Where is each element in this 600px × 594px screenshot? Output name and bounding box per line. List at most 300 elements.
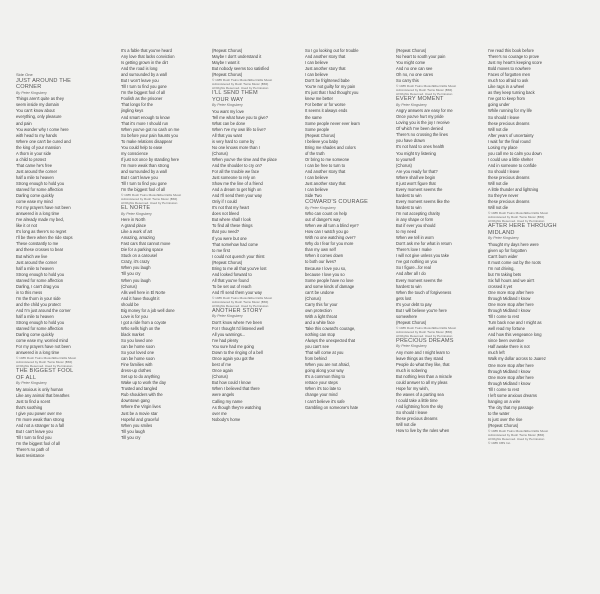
lyric-line: the same — [305, 114, 322, 120]
lyric-line: my conscience — [121, 150, 149, 156]
lyric-line: through Midland I know — [488, 368, 531, 374]
lyric-line: And the shoulder to cry on? — [212, 162, 263, 168]
lyric-line: When you laugh — [121, 265, 151, 271]
lyric-line: A little thunder and lightning — [488, 187, 539, 193]
copyright-notice: © 1985 Rush Twins Music/Elbert Ellis Music — [212, 78, 273, 83]
lyric-line: You wonder why I come here — [16, 126, 69, 132]
lyric-line: And another story that — [305, 54, 346, 60]
copyright-notice: © 1985 CBS Inc. — [488, 441, 512, 446]
lyric-line: Losing my place — [488, 144, 518, 150]
lyric-line: Till I come to rest — [488, 386, 520, 392]
lyric-line: Like any animal that breathes — [16, 392, 70, 398]
lyric-line: It's just that I had thought you — [305, 90, 359, 96]
lyric-line: hardest to win — [396, 283, 422, 289]
lyric-line: So I go looking out for trouble — [305, 48, 359, 53]
lyric-line: these precious dreams — [488, 199, 530, 205]
copyright-notice: All Rights Reserved. Used by Permission — [488, 219, 545, 224]
lyric-line: Like a work of art — [121, 229, 153, 235]
lyric-line: I've got to keep from — [488, 96, 525, 102]
lyric-line: (Repeat Chorus) — [305, 132, 336, 138]
side-label: Side One — [16, 72, 33, 77]
lyric-line: Maybe I don't understand it — [212, 54, 262, 60]
lyric-line: You can't know about — [16, 108, 55, 114]
lyric-line: I could take a little time — [396, 398, 438, 404]
lyric-line: Foolish as the prisoner — [121, 96, 163, 102]
copyright-notice: All Rights Reserved. Used by Permission — [396, 92, 453, 97]
lyric-line: you can't see — [305, 344, 329, 350]
lyric-line: knew me better — [305, 96, 333, 102]
lyric-column-3 — [212, 48, 300, 423]
lyric-line: since been overdue — [488, 338, 524, 344]
lyric-line: There's no crossing the lines — [396, 132, 448, 138]
lyric-line: half a mile to heaven — [16, 265, 54, 271]
lyric-line: But nothing less than a miracle — [396, 373, 452, 379]
lyric-line: That came he's free — [16, 162, 53, 168]
lyric-line: I'm the biggest fool of all — [16, 441, 61, 447]
lyric-line: and these crosses to bear — [16, 247, 64, 253]
lyric-line: Alls well here in El Norte — [121, 289, 166, 295]
lyric-line: You sure had me going — [212, 344, 254, 350]
lyric-line: should be — [121, 301, 139, 307]
lyric-line: come ease my mind — [16, 199, 53, 205]
lyric-line: Till I come to rest — [488, 314, 520, 320]
lyric-line: can be home soon — [121, 344, 155, 350]
lyric-line: All that you've found — [212, 277, 249, 283]
lyric-line: Rub shoulders with the — [121, 392, 163, 398]
lyric-line: like it or not — [16, 223, 37, 229]
lyric-line: Is just over the rise — [488, 416, 523, 422]
lyric-line: And I'll send them your way — [212, 289, 262, 295]
copyright-notice: All Rights Reserved. Used by Permission — [121, 201, 178, 206]
lyric-line: But nobody seems too satisfied — [212, 66, 269, 72]
lyric-line: When you've got no cash on me — [121, 126, 180, 132]
lyric-line: And another story that — [305, 168, 346, 174]
lyric-line: That longs for the — [121, 102, 153, 108]
copyright-notice: © 1985 Rush Twins Music/Elbert Ellis Music — [212, 296, 273, 300]
lyric-line: I will not give unless you take — [396, 253, 450, 259]
song-title: ANOTHER STORY — [212, 308, 263, 314]
lyric-line: well read my fortune — [488, 326, 525, 332]
lyric-line: When I've my own life to live? — [212, 126, 266, 132]
lyric-line: To make relations disappear — [121, 138, 173, 144]
lyric-line: (Repeat Chorus) — [212, 48, 243, 53]
song-title: PRECIOUS DREAMS — [396, 337, 454, 344]
lyric-line: Some people never ever learn — [305, 120, 360, 126]
lyric-line: given up for forgotten — [488, 247, 527, 253]
lyric-line: (Repeat Chorus) — [488, 422, 519, 428]
lyric-line: Don't be frightened babe — [305, 78, 350, 84]
lyric-line: Turn back now and I might as — [488, 320, 542, 326]
lyric-line: half a mile to heaven — [16, 174, 54, 180]
copyright-notice: Administered by Rush Twins Music (BMI) — [121, 197, 178, 202]
lyric-line: black market — [121, 331, 145, 337]
lyric-line: For my prayers have not been — [16, 344, 71, 350]
lyric-line: And in someone to confide — [488, 162, 537, 168]
lyric-line: But if ever you should — [396, 223, 436, 229]
lyric-line: Every moment seems the — [396, 186, 443, 192]
lyric-line: So should I leave — [488, 168, 520, 174]
lyric-line: change your mind — [305, 392, 338, 398]
lyric-line: No heart to sooth your pain — [396, 54, 446, 60]
lyric-line: and the child you protect — [16, 301, 61, 307]
lyric-line: dress-up clothes — [121, 368, 152, 374]
lyric-line: these precious dreams — [396, 416, 438, 422]
lyric-line: hardest to win — [396, 192, 422, 198]
lyric-line: My anxious is only human — [16, 386, 64, 392]
lyric-line: Just another story that — [305, 181, 346, 187]
lyric-line: Amazing, amazing — [121, 235, 155, 241]
lyric-line: Like rags in a wheel — [488, 84, 525, 90]
songwriter-credit: By Peter Kingsbery — [396, 344, 427, 349]
lyric-line: You might come — [396, 60, 426, 66]
lyric-line: much left — [488, 350, 505, 356]
lyric-line: Only if I could — [212, 199, 237, 205]
lyric-line: nothing can stop — [305, 332, 336, 338]
copyright-notice: © 1985 Rush Twins Music/Elbert Ellis Music — [488, 211, 549, 216]
lyric-line: Darling come quickly — [16, 193, 54, 199]
lyric-line: (Chorus) — [396, 162, 412, 168]
lyric-line: to me first — [212, 247, 230, 253]
lyric-line: own protection — [305, 307, 332, 313]
songwriter-credit: By Peter Kingsbery — [212, 314, 243, 319]
lyric-line: Who sells high on the — [121, 325, 161, 331]
lyric-line: Carry this for your — [305, 301, 338, 307]
lyric-line: No one knows more than I — [212, 144, 260, 150]
lyric-line: And it have thought it — [121, 295, 160, 301]
lyric-line: Just around the corner — [16, 168, 57, 174]
lyric-line: gets lost — [396, 295, 412, 301]
lyric-line: crossed it yet — [488, 283, 513, 289]
lyric-line: I believe you baby — [305, 138, 338, 144]
lyric-line: And how this vengeance long — [488, 332, 542, 338]
lyric-line: and surrounded by a wall — [121, 168, 167, 174]
lyric-line: Strong enough to hold you — [16, 180, 65, 186]
lyric-line: I wait for the final round — [488, 138, 531, 144]
lyric-line: So should I leave — [396, 410, 428, 416]
lyric-line: Every moment seems like the — [396, 198, 450, 204]
lyric-line: And the road is long — [121, 66, 158, 72]
lyric-line: Oh no, no one cares — [396, 72, 434, 78]
lyric-column-5 — [396, 48, 484, 434]
lyric-line: Set up to do anything — [121, 374, 160, 380]
lyric-line: Till you cry — [121, 434, 141, 440]
lyric-line: But I will believe you're here — [396, 307, 447, 313]
lyric-line: One more stop after here — [488, 362, 534, 368]
songwriter-credit: By Peter Kingsbery — [488, 236, 519, 241]
lyric-line: When you are not afraid, — [305, 362, 350, 368]
lyric-line: Till you cry — [121, 271, 141, 277]
lyric-line: Gambling on someone's hate — [305, 404, 359, 410]
lyric-line: Just to find a scent — [16, 398, 51, 404]
song-title: CORNER — [16, 84, 42, 91]
lyric-line: Once you've hurt my pride — [396, 114, 444, 120]
lyric-line: can be home soon — [121, 356, 155, 362]
lyric-line: hardest to win — [396, 204, 422, 210]
lyric-line: answered in a long time — [16, 211, 60, 217]
lyric-line: the waves of a parting sea — [396, 392, 444, 398]
lyric-line: can't be undone — [305, 289, 335, 295]
copyright-notice: © 1985 Rush Twins Music/Elbert Ellis Music — [16, 356, 77, 361]
lyric-line: One more stop after here — [488, 289, 534, 295]
songwriter-credit: By Peter Kingsbery — [16, 381, 47, 386]
lyric-line: I've got nothing on you — [396, 259, 438, 265]
lyric-line: through Midland I know — [488, 296, 531, 301]
lyric-line: There's love I make — [396, 247, 432, 253]
lyric-line: answered in a long time — [16, 350, 60, 356]
lyric-column-4 — [305, 48, 393, 411]
lyric-line: And I'll send them your way — [212, 193, 262, 199]
lyric-line: I'm more weak than strong — [16, 416, 65, 422]
lyric-line: Till I turn to find you gone — [121, 84, 167, 90]
lyric-line: Things aren't quite as they — [16, 96, 64, 102]
song-title: MIDLAND — [488, 229, 515, 236]
copyright-notice: Administered by Rush Twins Music (BMI) — [396, 88, 453, 93]
lyric-line: to my need — [396, 229, 417, 235]
lyric-line: With a light throat — [305, 313, 337, 319]
lyric-line: through Midland I know — [488, 308, 531, 314]
lyric-line: When we tell in worn — [396, 235, 434, 241]
copyright-notice: Administered by Rush Twins Music (BMI) — [212, 82, 269, 87]
copyright-notice: All Rights Reserved. Used by Permission — [16, 364, 73, 369]
lyric-line: Bring to me all that you've lost — [212, 265, 267, 271]
lyric-line: But how could I know — [212, 380, 251, 386]
lyric-line: It just won't figure that — [396, 180, 436, 186]
lyric-line: And looked forward to — [212, 271, 252, 277]
lyric-line: I can believe — [305, 72, 328, 78]
lyric-line: Angry answers are easy for me — [396, 108, 453, 114]
lyric-line: I could not quench your thirst — [212, 253, 265, 259]
lyric-line: I can be free to turn to — [305, 162, 346, 168]
lyric-line: much too afraid to ask — [488, 78, 529, 84]
lyric-line: Some people — [305, 126, 330, 132]
lyric-line: Big money for a job well done — [121, 307, 175, 313]
lyric-line: To find all these things — [212, 223, 253, 229]
lyric-line: When you laugh — [121, 277, 151, 283]
lyric-line: downtown gang — [121, 398, 150, 404]
lyric-line: Calling my name — [212, 398, 243, 404]
lyric-line: Once again you got the — [212, 356, 255, 362]
lyric-line: (Chorus) — [212, 374, 228, 380]
lyric-line: and pain — [16, 120, 32, 126]
lyric-line: I've had plenty — [212, 338, 239, 344]
lyric-line: Faces of forgotten men — [488, 72, 531, 78]
lyric-line: Thought my days here were — [488, 241, 539, 247]
lyric-line: For I thought I'd listened well — [212, 325, 264, 331]
lyric-line: Will not die — [396, 422, 417, 428]
lyric-line: Just be a movie star — [121, 410, 158, 416]
lyric-line: It's not hard to ones health — [396, 144, 445, 150]
lyric-line: To be set out of reach — [212, 283, 252, 289]
lyric-line: For better or for worse — [305, 102, 346, 108]
lyric-line: from behind — [305, 356, 327, 362]
lyric-line: There's no path of — [16, 447, 49, 453]
lyric-line: and a white face — [305, 319, 335, 325]
lyric-line: I left some anxious dreams — [488, 392, 537, 398]
lyric-line: Bring me shades and colors — [305, 144, 356, 150]
lyric-line: And no one can see — [396, 66, 433, 72]
lyric-line: with head to my hands — [16, 132, 57, 138]
lyric-line: So carry this — [396, 78, 419, 84]
lyric-line: I'm the thorn in your side — [16, 295, 61, 301]
lyric-column-6 — [488, 48, 576, 445]
lyric-line: How to live by the rules when — [396, 428, 450, 434]
lyric-line: Bold moves to nowhere — [488, 66, 531, 72]
lyric-line: Don't ask me for what in return — [396, 241, 452, 247]
lyric-line: going under — [488, 102, 510, 108]
lyric-line: (Repeat Chorus) — [396, 48, 427, 53]
lyric-line: If you were but one — [212, 235, 247, 241]
songwriter-credit: By Peter Kingsbery — [212, 103, 243, 108]
lyric-line: Of which I've been denied — [396, 126, 443, 132]
lyric-line: to both our lives? — [305, 259, 337, 265]
lyric-line: Why do I fear for you more — [305, 241, 354, 247]
lyric-line: When it's too late to — [305, 386, 341, 392]
lyric-line: You might try listening — [396, 150, 436, 156]
lyric-column-1 — [16, 72, 104, 459]
songwriter-credit: By Peter Kingsbery — [305, 205, 336, 210]
lyric-line: Always the unexpected that — [305, 338, 356, 344]
lyric-line: With no one watching over? — [305, 235, 356, 241]
lyric-line: Strong enough to hold you — [16, 320, 65, 326]
lyric-line: Fine families with — [121, 362, 153, 368]
lyric-line: (Chorus) — [305, 295, 321, 301]
lyric-line: starved for some affection — [16, 187, 64, 193]
lyric-line: Darling come quickly — [16, 332, 54, 338]
lyric-line: When you smiles — [121, 422, 153, 428]
lyric-line: When we all turn a blind eye? — [305, 223, 359, 229]
lyric-line: But I can't leave you — [121, 174, 158, 180]
copyright-notice: © 1985 Rush Twins Music/Elbert Ellis Music — [396, 84, 457, 89]
lyric-line: somewhere — [396, 313, 418, 319]
song-title: COWARD'S COURAGE — [305, 199, 369, 206]
lyric-line: but I'm taking bets — [488, 271, 522, 277]
lyric-line: Trusted and tangled — [121, 386, 158, 392]
song-title: AFTER HERE THROUGH — [488, 223, 557, 230]
lyric-line: Side Two — [305, 193, 322, 199]
lyric-line: that you need? — [212, 229, 240, 235]
lyric-line: Love is for you — [121, 313, 148, 319]
lyric-line: For my prayers have not been — [16, 205, 71, 211]
song-title: THE BIGGEST FOOL — [16, 368, 74, 375]
lyric-line: Some people have no love — [305, 277, 354, 283]
lyric-line: (Repeat Chorus) — [396, 319, 427, 325]
songwriter-credit: By Peter Kingsbery — [396, 102, 427, 107]
lyric-line: Don't know where I've been — [212, 319, 263, 325]
lyric-line: When you've the time and the place — [212, 156, 277, 162]
copyright-notice: © 1985 Rush Twins Music/Elbert Ellis Music — [121, 193, 182, 198]
lyric-line: Every moment seems the — [396, 277, 443, 283]
lyric-line: It's your debt to pay — [396, 301, 432, 307]
lyric-line: to the water — [488, 410, 510, 416]
lyric-line: Any more and I might learn to — [396, 349, 450, 355]
lyric-line: You're not guilty for my pain — [305, 84, 356, 90]
lyric-line: Fast cars that cannot move — [121, 241, 171, 247]
lyric-line: Till I turn to find you gone — [121, 181, 167, 187]
lyric-line: Any love that lacks conviction — [121, 54, 175, 60]
lyric-line: starved for some affection — [16, 277, 64, 283]
copyright-notice: Administered by Rush Twins Music (BMI) — [488, 433, 545, 438]
lyric-line: So your loved one — [121, 350, 154, 356]
lyric-line: in any shape or form — [396, 217, 434, 223]
copyright-notice: © 1985 Rush Twins Music/Elbert Ellis Music — [488, 429, 549, 434]
copyright-notice: All Rights Reserved. Used by Permission — [212, 86, 269, 91]
lyric-line: Here in North — [121, 217, 146, 223]
lyric-line: I'll be there when the ride stops — [16, 235, 73, 241]
song-title: OF ALL — [16, 374, 37, 381]
copyright-notice: All Rights Reserved. Used by Permission — [212, 304, 269, 308]
lyric-line: I can believe — [305, 60, 328, 66]
lyric-line: If just not once by standing here — [121, 156, 180, 162]
lyric-line: I got a ride from a coyote — [121, 319, 167, 325]
lyric-line: So should I leave — [488, 114, 520, 120]
lyric-line: The city that my passage — [488, 404, 534, 410]
lyric-line: It's not that my heart — [212, 205, 249, 211]
lyric-line: Down to the ringing of a bell — [212, 350, 263, 356]
lyric-line: Six full hours and we ain't — [488, 277, 535, 283]
lyric-line: (Repeat Chorus) — [212, 72, 243, 78]
lyric-line: over me — [212, 410, 227, 416]
lyric-line: I can believe — [305, 174, 328, 180]
lyric-line: Just someone to rely on — [212, 175, 256, 181]
lyric-line: these precious dreams — [488, 174, 530, 180]
lyric-line: much is sobering — [396, 367, 427, 373]
lyric-line: Hopeful and graceful — [121, 416, 159, 422]
lyric-line: It must come out by the roots — [488, 259, 541, 265]
lyric-line: I can believe — [305, 187, 328, 193]
song-title: I'LL SEND THEM — [212, 90, 258, 97]
lyric-line: I'm the biggest fool of all — [121, 90, 166, 96]
lyric-line: through Midland I know — [488, 380, 531, 386]
lyric-line: While running for my life — [488, 108, 532, 114]
lyric-line: these precious dreams — [488, 120, 530, 126]
lyric-line: Is getting grown in the dirt — [121, 60, 168, 66]
lyric-line: All that you want — [212, 132, 243, 138]
lyric-line: Can't burn wider — [488, 253, 518, 259]
lyric-line: And a dream to get high on — [212, 187, 262, 193]
copyright-notice: All Rights Reserved. Used by Permission — [396, 333, 453, 338]
lyric-line: Crazy, it's crazy — [121, 259, 150, 265]
lyric-line: And after all I do — [396, 271, 426, 277]
lyric-line: It seems it always ends — [305, 108, 348, 114]
lyric-line: One more stop after here — [488, 374, 534, 380]
lyric-line: could answer to all my pleas — [396, 380, 448, 386]
lyric-line: So I figure...for real — [396, 265, 431, 271]
lyric-line: least resistance — [16, 453, 45, 459]
lyric-line: Till I turn to find you — [16, 435, 52, 441]
lyric-line: And lightning from the sky — [396, 404, 444, 410]
lyric-line: But I won't leave you — [121, 78, 159, 84]
copyright-notice: Administered by Rush Twins Music (BMI) — [16, 360, 73, 365]
lyric-line: Till you laugh — [121, 428, 145, 434]
lyric-line: to yourself — [396, 156, 415, 162]
lyric-line: So before your pain haunts you — [121, 132, 178, 138]
lyric-line: When it comes down — [305, 253, 343, 259]
copyright-notice: Administered by Rush Twins Music (BMI) — [488, 215, 545, 220]
lyric-line: Where the Virgin lives — [121, 404, 161, 410]
copyright-notice: All Rights Reserved. Used by Permission — [488, 437, 545, 442]
lyric-line: Where one can't be cured and — [16, 138, 71, 144]
lyric-line: Stuck on a carousel — [121, 253, 157, 259]
copyright-notice: Administered by Rush Twins Music (BMI) — [396, 329, 453, 334]
lyric-line: One more stop after here — [488, 302, 534, 308]
lyric-line: Will not die — [488, 126, 509, 132]
lyric-line: you have drawn — [396, 138, 425, 144]
lyric-line: Maybe I want it — [212, 60, 240, 66]
lyric-line: Nobody's home — [212, 416, 241, 422]
lyric-line: And smart enough to know — [121, 114, 170, 120]
lyric-line: How can I watch you go — [305, 229, 349, 235]
lyric-line: When I believed that there — [212, 386, 260, 392]
